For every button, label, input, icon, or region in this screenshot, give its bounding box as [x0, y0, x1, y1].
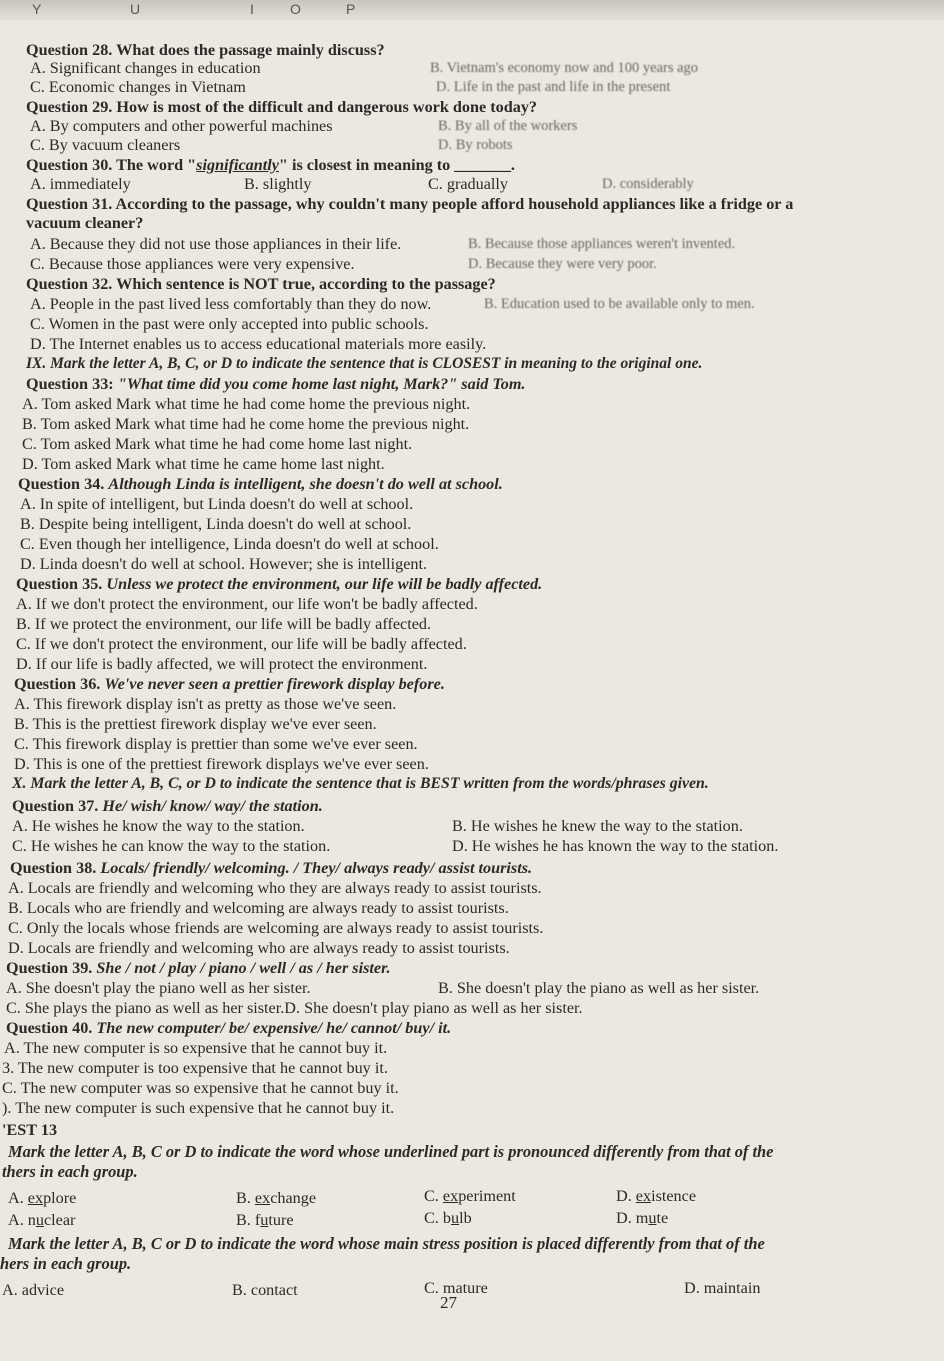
pronunciation-instruction-line-1: Mark the letter A, B, C or D to indicate the word whose underlined part is pronounced differently from that of the — [8, 1142, 774, 1161]
pron1-option-a: A. explore — [8, 1189, 77, 1207]
pron1-option-b: B. exchange — [236, 1189, 317, 1207]
q35-option-c: C. If we don't protect the environment, our life will be badly affected. — [16, 635, 467, 653]
q32-option-d: D. The Internet enables us to access educational materials more easily. — [30, 335, 487, 353]
pron2-option-a: A. nuclear — [8, 1211, 76, 1229]
question-29-stem: Question 29. How is most of the difficult and dangerous work done today? — [26, 98, 538, 116]
question-30-stem: Question 30. The word "significantly" is closest in meaning to _______. — [26, 156, 515, 174]
q37-option-d: D. He wishes he has known the way to the station. — [452, 837, 779, 855]
q40-option-b: 3. The new computer is too expensive that he cannot buy it. — [2, 1059, 388, 1077]
question-31-stem-line-2: vacuum cleaner? — [26, 214, 144, 232]
q28-option-a: A. Significant changes in education — [30, 59, 261, 77]
q29-option-a: A. By computers and other powerful machines — [30, 117, 333, 135]
q32-option-b: B. Education used to be available only to men. — [484, 296, 755, 312]
q34-option-b: B. Despite being intelligent, Linda doesn't do well at school. — [20, 515, 412, 533]
q40-option-d: ). The new computer is such expensive that he cannot buy it. — [2, 1099, 395, 1117]
q35-option-b: B. If we protect the environment, our life will be badly affected. — [16, 615, 432, 633]
q34-option-a: A. In spite of intelligent, but Linda doesn't do well at school. — [20, 495, 414, 513]
q28-option-d: D. Life in the past and life in the present — [436, 79, 671, 95]
question-39-stem: Question 39. She / not / play / piano / well / as / her sister. — [6, 959, 391, 977]
stress1-option-a: A. advice — [2, 1281, 65, 1299]
q33-option-a: A. Tom asked Mark what time he had come home the previous night. — [22, 395, 471, 413]
q37-option-b: B. He wishes he knew the way to the station. — [452, 817, 743, 835]
q39-option-b: B. She doesn't play the piano as well as her sister. — [438, 979, 760, 997]
q40-option-c: C. The new computer was so expensive that he cannot buy it. — [2, 1079, 399, 1097]
question-36-stem: Question 36. We've never seen a prettier firework display before. — [14, 675, 445, 693]
q33-option-b: B. Tom asked Mark what time had he come home the previous night. — [22, 415, 470, 433]
q34-option-d: D. Linda doesn't do well at school. However; she is intelligent. — [20, 555, 428, 573]
header-mark: O — [290, 1, 301, 17]
header-mark: U — [130, 1, 141, 17]
q31-option-a: A. Because they did not use those appliances in their life. — [30, 235, 402, 253]
stress-instruction-line-2: hers in each group. — [0, 1254, 132, 1273]
q30-option-c: C. gradually — [428, 175, 509, 193]
q33-option-d: D. Tom asked Mark what time he came home last night. — [22, 455, 385, 473]
pron2-option-b: B. future — [236, 1211, 294, 1229]
question-37-stem: Question 37. He/ wish/ know/ way/ the station. — [12, 797, 323, 815]
q36-option-c: C. This firework display is prettier than some we've ever seen. — [14, 735, 418, 753]
q30-option-a: A. immediately — [30, 175, 131, 193]
stress1-option-d: D. maintain — [684, 1279, 761, 1297]
q28-option-c: C. Economic changes in Vietnam — [30, 78, 246, 96]
q32-option-c: C. Women in the past were only accepted into public schools. — [30, 315, 429, 333]
pron2-option-c: C. bulb — [424, 1209, 472, 1227]
page-number: 27 — [440, 1293, 457, 1312]
q37-option-c: C. He wishes he can know the way to the station. — [12, 837, 331, 855]
pron1-option-d: D. existence — [616, 1187, 697, 1205]
q36-option-b: B. This is the prettiest firework display we've ever seen. — [14, 715, 377, 733]
pron1-option-c: C. experiment — [424, 1187, 516, 1205]
q31-option-c: C. Because those appliances were very expensive. — [30, 255, 355, 273]
q35-option-d: D. If our life is badly affected, we will protect the environment. — [16, 655, 428, 673]
question-38-stem: Question 38. Locals/ friendly/ welcoming. / They/ always ready/ assist tourists. — [10, 859, 533, 877]
q31-option-b: B. Because those appliances weren't invented. — [468, 236, 736, 252]
question-33-stem: Question 33: "What time did you come home last night, Mark?" said Tom. — [26, 375, 526, 393]
question-32-stem: Question 32. Which sentence is NOT true, according to the passage? — [26, 275, 496, 293]
question-31-stem-line-1: Question 31. According to the passage, why couldn't many people afford household appliances like a fridge or a — [26, 195, 794, 213]
q33-option-c: C. Tom asked Mark what time he had come home last night. — [22, 435, 413, 453]
section-9-heading: IX. Mark the letter A, B, C, or D to indicate the sentence that is CLOSEST in meaning to the original one. — [26, 355, 703, 372]
question-35-stem: Question 35. Unless we protect the environment, our life will be badly affected. — [16, 575, 543, 593]
stress-instruction-line-1: Mark the letter A, B, C or D to indicate the word whose main stress position is placed differently from that of the — [8, 1234, 765, 1253]
q39-option-c-d: C. She plays the piano as well as her sister.D. She doesn't play piano as well as her sister. — [6, 999, 583, 1017]
q37-option-a: A. He wishes he know the way to the station. — [12, 817, 305, 835]
header-mark: P — [346, 1, 356, 17]
q39-option-a: A. She doesn't play the piano well as her sister. — [6, 979, 311, 997]
q35-option-a: A. If we don't protect the environment, our life won't be badly affected. — [16, 595, 478, 613]
q38-option-b: B. Locals who are friendly and welcoming are always ready to assist tourists. — [8, 899, 509, 917]
worksheet-page — [0, 40, 944, 1361]
header-mark: Y — [32, 1, 42, 17]
q34-option-c: C. Even though her intelligence, Linda doesn't do well at school. — [20, 535, 439, 553]
section-10-heading: X. Mark the letter A, B, C, or D to indicate the sentence that is BEST written from the words/phrases given. — [12, 775, 709, 792]
q30-option-b: B. slightly — [244, 175, 312, 193]
q31-option-d: D. Because they were very poor. — [468, 256, 657, 272]
question-40-stem: Question 40. The new computer/ be/ expensive/ he/ cannot/ buy/ it. — [6, 1019, 452, 1037]
q38-option-d: D. Locals are friendly and welcoming who are always ready to assist tourists. — [8, 939, 510, 957]
stress1-option-c: C. mature — [424, 1279, 488, 1297]
q36-option-d: D. This is one of the prettiest firework displays we've ever seen. — [14, 755, 429, 773]
stress1-option-b: B. contact — [232, 1281, 298, 1299]
q40-option-a: A. The new computer is so expensive that he cannot buy it. — [4, 1039, 388, 1057]
q28-option-b: B. Vietnam's economy now and 100 years ago — [430, 60, 699, 76]
test-title: 'EST 13 — [2, 1121, 58, 1139]
question-28-stem: Question 28. What does the passage mainly discuss? — [26, 41, 385, 59]
q38-option-a: A. Locals are friendly and welcoming who they are always ready to assist tourists. — [8, 879, 542, 897]
question-34-stem: Question 34. Although Linda is intelligent, she doesn't do well at school. — [18, 475, 503, 493]
q36-option-a: A. This firework display isn't as pretty as those we've seen. — [14, 695, 397, 713]
q38-option-c: C. Only the locals whose friends are welcoming are always ready to assist tourists. — [8, 919, 544, 937]
q29-option-d: D. By robots — [438, 137, 513, 153]
header-mark: I — [250, 1, 254, 17]
top-edge-strip — [0, 0, 944, 20]
q29-option-c: C. By vacuum cleaners — [30, 136, 181, 154]
pronunciation-instruction-line-2: thers in each group. — [2, 1162, 138, 1181]
q32-option-a: A. People in the past lived less comfortably than they do now. — [30, 295, 432, 313]
q29-option-b: B. By all of the workers — [438, 118, 578, 134]
q30-option-d: D. considerably — [602, 176, 694, 192]
pron2-option-d: D. mute — [616, 1209, 669, 1227]
